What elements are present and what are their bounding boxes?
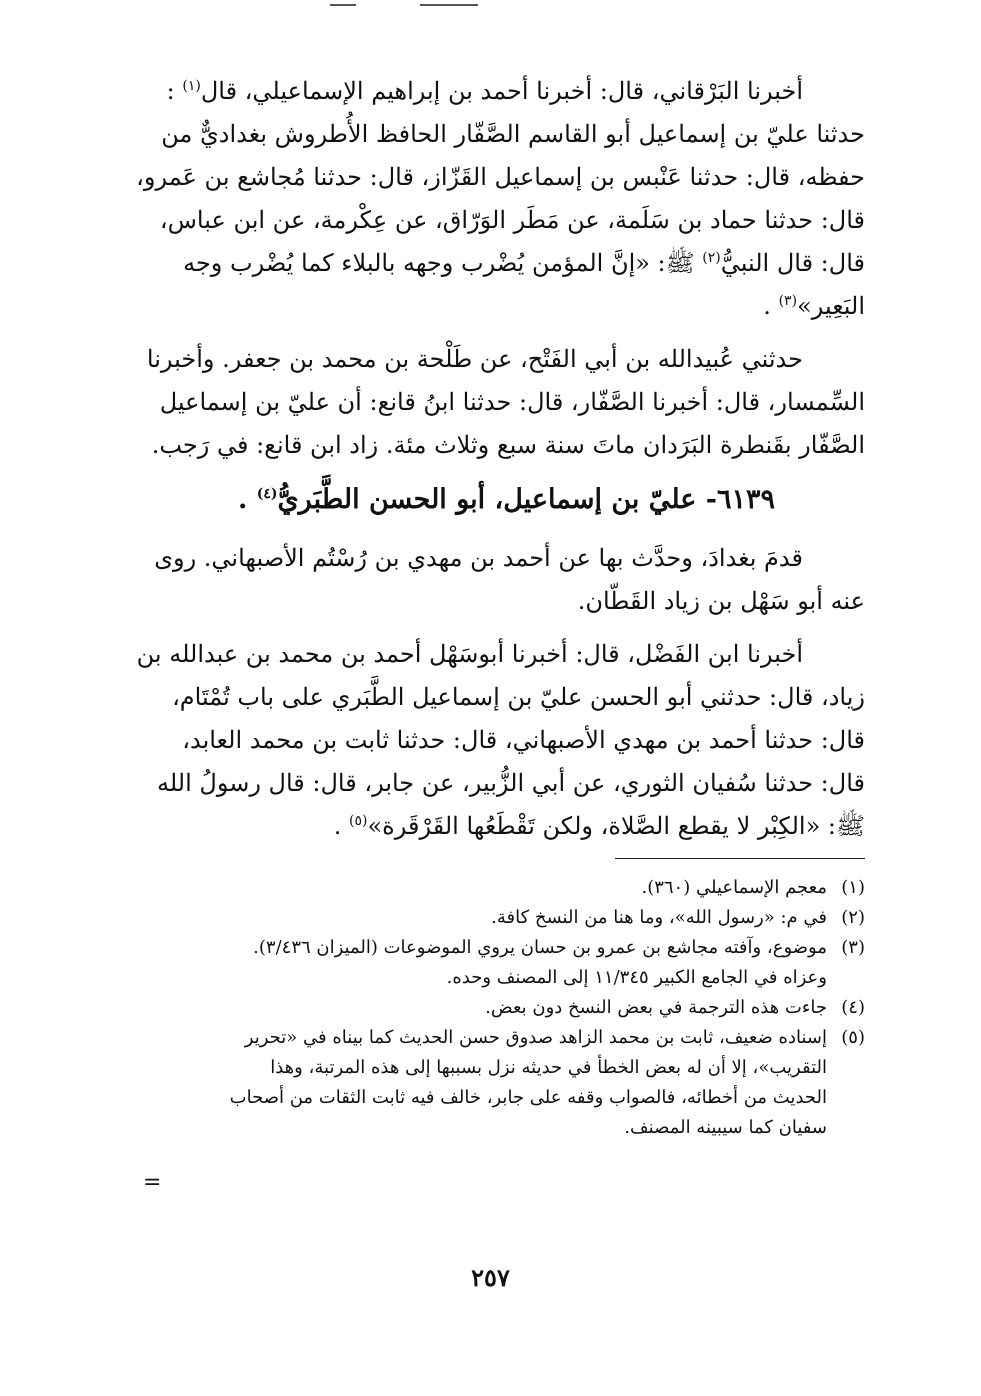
footnote-body bbox=[150, 903, 827, 933]
text-segment: . bbox=[333, 812, 350, 840]
text-line bbox=[150, 762, 865, 805]
text-segment: . bbox=[763, 292, 779, 320]
text-line bbox=[150, 242, 865, 285]
footnote-line: الحديث من أخطائه، فالصواب وقفه على جابر، خالف فيه ثابت الثقات من أصحاب bbox=[229, 1087, 827, 1108]
footnote bbox=[150, 1023, 865, 1143]
text-segment: البَعِير» bbox=[797, 292, 865, 320]
text-segment: ﷺ: «إنَّ المؤمن يُضْرب وجهه بالبلاء كما يُضْرب وجه bbox=[183, 249, 703, 277]
footnotes bbox=[150, 873, 865, 1143]
text-line bbox=[150, 580, 865, 623]
text-segment: قال: قال النبيُّ bbox=[720, 249, 865, 277]
text-segment: قال: حدثنا حماد بن سَلَمة، عن مَطَر الوَرّاق، عن عِكْرمة، عن ابن عباس، bbox=[159, 206, 865, 234]
text-line bbox=[146, 338, 865, 381]
footnote-ref: (٢) bbox=[702, 250, 721, 266]
text-line bbox=[150, 805, 865, 848]
entry-heading bbox=[150, 477, 865, 523]
text-segment: ﷺ: «الكِبْر لا يقطع الصَّلاة، ولكن تَقْطَعُها القَرْقَرة» bbox=[367, 812, 865, 840]
footnote-number: (٤) bbox=[841, 997, 865, 1018]
text-line bbox=[136, 633, 865, 676]
text-line bbox=[150, 113, 865, 156]
text-segment: : bbox=[166, 77, 183, 105]
text-line bbox=[150, 719, 865, 762]
footnote bbox=[150, 903, 865, 933]
footnote-body bbox=[150, 993, 827, 1023]
paragraph bbox=[150, 537, 865, 623]
entry-heading-text: ٦١٣٩- عليّ بن إسماعيل، أبو الحسن الطَّبَريُّ bbox=[277, 484, 775, 515]
footnote-ref: (٤) bbox=[256, 486, 278, 502]
footnote-line: سفيان كما سيبينه المصنف. bbox=[624, 1117, 827, 1138]
book-page bbox=[136, 70, 865, 1143]
footnote-line: وعزاه في الجامع الكبير ١١/٣٤٥ إلى المصنف وحده. bbox=[446, 967, 827, 988]
paragraph bbox=[146, 338, 865, 467]
footnote-number: (٢) bbox=[841, 907, 865, 928]
text-segment: زياد، قال: حدثني أبو الحسن عليّ بن إسماعيل الطَّبَري على باب تُمْتَام، bbox=[172, 683, 865, 711]
scan-mark-left bbox=[330, 4, 356, 6]
footnote bbox=[150, 993, 865, 1023]
text-segment: الصَّفّار بقَنطرة البَرَدان ماتَ سنة سبع وثلاث مئة. زاد ابن قانع: في رَجب. bbox=[151, 431, 865, 459]
footnote-line: إسناده ضعيف، ثابت بن محمد الزاهد صدوق حسن الحديث كما بيناه في «تحرير bbox=[244, 1027, 827, 1048]
text-line bbox=[150, 537, 865, 580]
paragraph bbox=[136, 633, 865, 848]
footnote-line: معجم الإسماعيلي (٣٦٠). bbox=[641, 877, 827, 898]
entry-heading-punct: . bbox=[237, 484, 257, 515]
text-segment: حفظه، قال: حدثنا عَنْبس بن إسماعيل القَزّاز، قال: حدثنا مُجاشع بن عَمرو، bbox=[136, 163, 865, 191]
text-line bbox=[150, 199, 865, 242]
footnote-ref: (٥) bbox=[349, 813, 368, 829]
text-segment: حدثنا عليّ بن إسماعيل أبو القاسم الصَّفّار الحافظ الأُطروش بغداديٌّ من bbox=[161, 120, 865, 148]
text-line bbox=[150, 70, 865, 113]
footnote bbox=[150, 873, 865, 903]
footnote-number: (١) bbox=[841, 877, 865, 898]
page-number: ٢٥٧ bbox=[471, 1263, 510, 1292]
footnote bbox=[150, 933, 865, 993]
text-segment: السِّمسار، قال: أخبرنا الصَّفّار، قال: حدثنا ابنُ قانع: أن عليّ بن إسماعيل bbox=[159, 388, 865, 416]
footnote-number: (٥) bbox=[841, 1027, 865, 1048]
continuation-mark: = bbox=[143, 1170, 162, 1195]
text-segment: عنه أبو سَهْل بن زياد القَطّان. bbox=[577, 587, 865, 615]
footnote-line: التقريب»، إلا أن له بعض الخطأ في حديثه نزل بسببها إلى هذه المرتبة، وهذا bbox=[270, 1057, 827, 1078]
paragraphs-bottom bbox=[136, 537, 865, 848]
footnote-body bbox=[150, 933, 827, 993]
text-line bbox=[150, 381, 865, 424]
footnote-line: جاءت هذه الترجمة في بعض النسخ دون بعض. bbox=[485, 997, 827, 1018]
footnote-body bbox=[150, 873, 827, 903]
footnote-line: في م: «رسول الله»، وما هنا من النسخ كافة. bbox=[491, 907, 827, 928]
text-line bbox=[136, 156, 865, 199]
footnote-ref: (١) bbox=[182, 78, 201, 94]
footnote-separator bbox=[615, 858, 865, 859]
text-segment: قال: حدثنا أحمد بن مهدي الأصبهاني، قال: حدثنا ثابت بن محمد العابد، bbox=[182, 726, 865, 754]
footnote-body bbox=[150, 1023, 827, 1143]
text-line bbox=[150, 676, 865, 719]
text-line bbox=[150, 424, 865, 467]
scan-mark-center bbox=[420, 4, 478, 6]
text-segment: قال: حدثنا سُفيان الثوري، عن أبي الزُّبير، عن جابر، قال: قال رسولُ الله bbox=[156, 769, 865, 797]
text-segment: أخبرنا ابن الفَضْل، قال: أخبرنا أبوسَهْل أحمد بن محمد بن عبدالله بن bbox=[136, 640, 803, 668]
text-segment: قدمَ بغدادَ، وحدَّث بها عن أحمد بن مهدي بن رُسْتُم الأصبهاني. روى bbox=[154, 544, 803, 572]
text-line bbox=[150, 285, 865, 328]
paragraphs-top bbox=[136, 70, 865, 467]
paragraph bbox=[136, 70, 865, 328]
text-segment: أخبرنا البَرْقاني، قال: أخبرنا أحمد بن إبراهيم الإسماعيلي، قال bbox=[200, 77, 803, 105]
footnote-line: موضوع، وآفته مجاشع بن عمرو بن حسان يروي الموضوعات (الميزان ٣/٤٣٦). bbox=[253, 937, 827, 958]
text-segment: حدثني عُبيدالله بن أبي الفَتْح، عن طَلْحة بن محمد بن جعفر. وأخبرنا bbox=[146, 345, 803, 373]
footnote-ref: (٣) bbox=[778, 293, 798, 309]
footnote-number: (٣) bbox=[841, 937, 865, 958]
